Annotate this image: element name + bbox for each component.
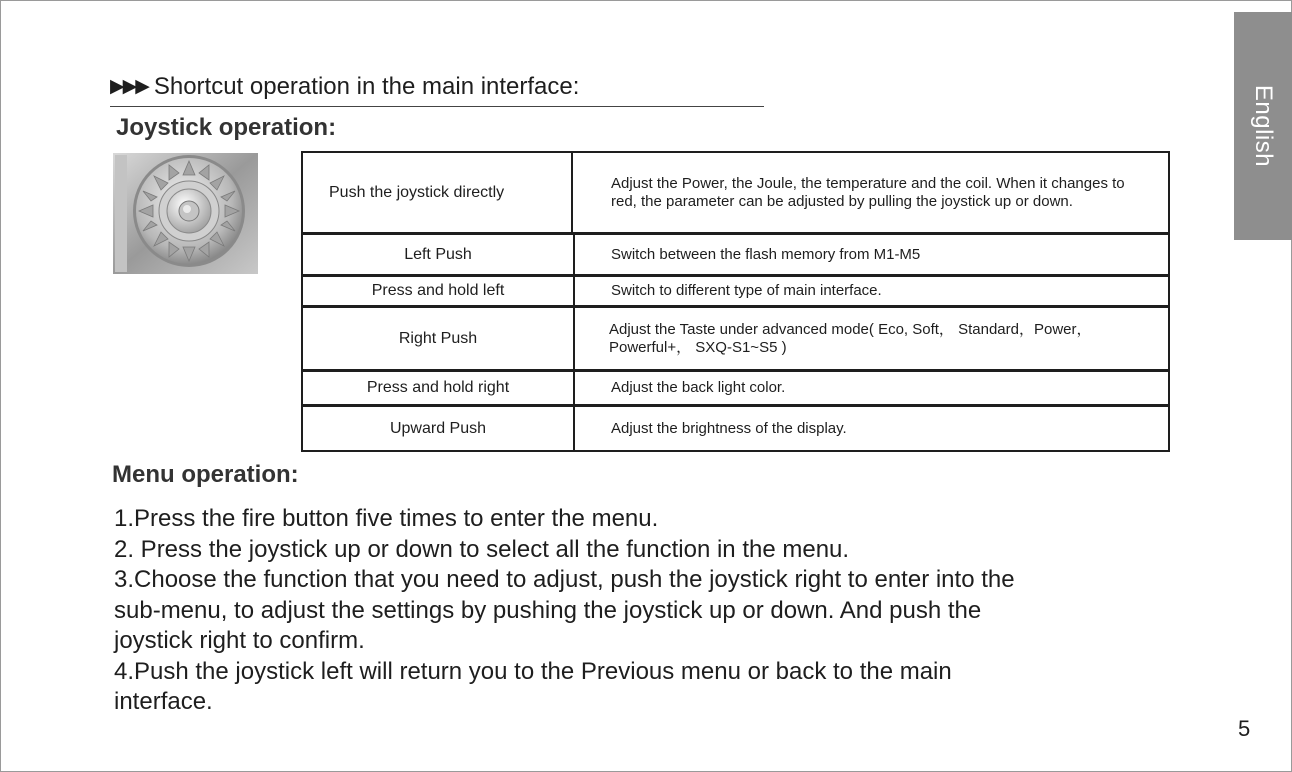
action-cell: Press and hold left [303,277,575,305]
menu-step: 1.Press the fire button five times to enter the menu. [114,505,659,532]
menu-step: 3.Choose the function that you need to adjust, push the joystick right to enter into the sub-menu, to adjust the settings by pushing the joystick up or down. And push the joystick right to confirm. [114,566,1015,654]
menu-heading: Menu operation: [112,461,299,488]
action-cell: Upward Push [303,407,575,450]
description-cell: Adjust the Taste under advanced mode( Eco, Soft， Standard，Power， Powerful+， SXQ-S1~S5 ) [609,320,1092,356]
action-cell: Press and hold right [303,372,575,404]
menu-step: 2. Press the joystick up or down to select all the function in the menu. [114,535,850,563]
table-row [303,372,1168,407]
menu-step: 4.Push the joystick left will return you to the Previous menu or back to the main interface. [114,657,952,715]
action-cell: Right Push [303,308,575,369]
description-cell: Switch to different type of main interface. [611,282,882,299]
joystick-heading: Joystick operation: [116,114,337,141]
table-row [303,235,1168,277]
table-row [303,407,1168,450]
table-row [303,277,1168,308]
menu-steps [114,504,1044,718]
description-cell: Adjust the brightness of the display. [611,419,847,437]
triple-arrow-icon: ▶▶▶ [110,76,148,97]
table-row [303,308,1168,372]
description-cell: Adjust the Power, the Joule, the temperature and the coil. When it changes to red, the parameter can be adjusted by pulling the joystick up or down. [611,174,1125,210]
description-cell: Switch between the flash memory from M1-M5 [611,245,921,263]
section-title: Shortcut operation in the main interface: [153,73,580,100]
language-tab-label: English [1250,84,1277,168]
action-cell: Push the joystick directly [303,153,573,232]
language-tab [1234,12,1292,240]
table-row [303,153,1168,235]
description-cell: Adjust the back light color. [611,379,786,396]
section-heading [110,68,764,107]
page-number: 5 [1238,716,1251,741]
joystick-photo [113,153,258,274]
action-cell: Left Push [303,235,575,274]
joystick-operation-table [301,151,1170,452]
